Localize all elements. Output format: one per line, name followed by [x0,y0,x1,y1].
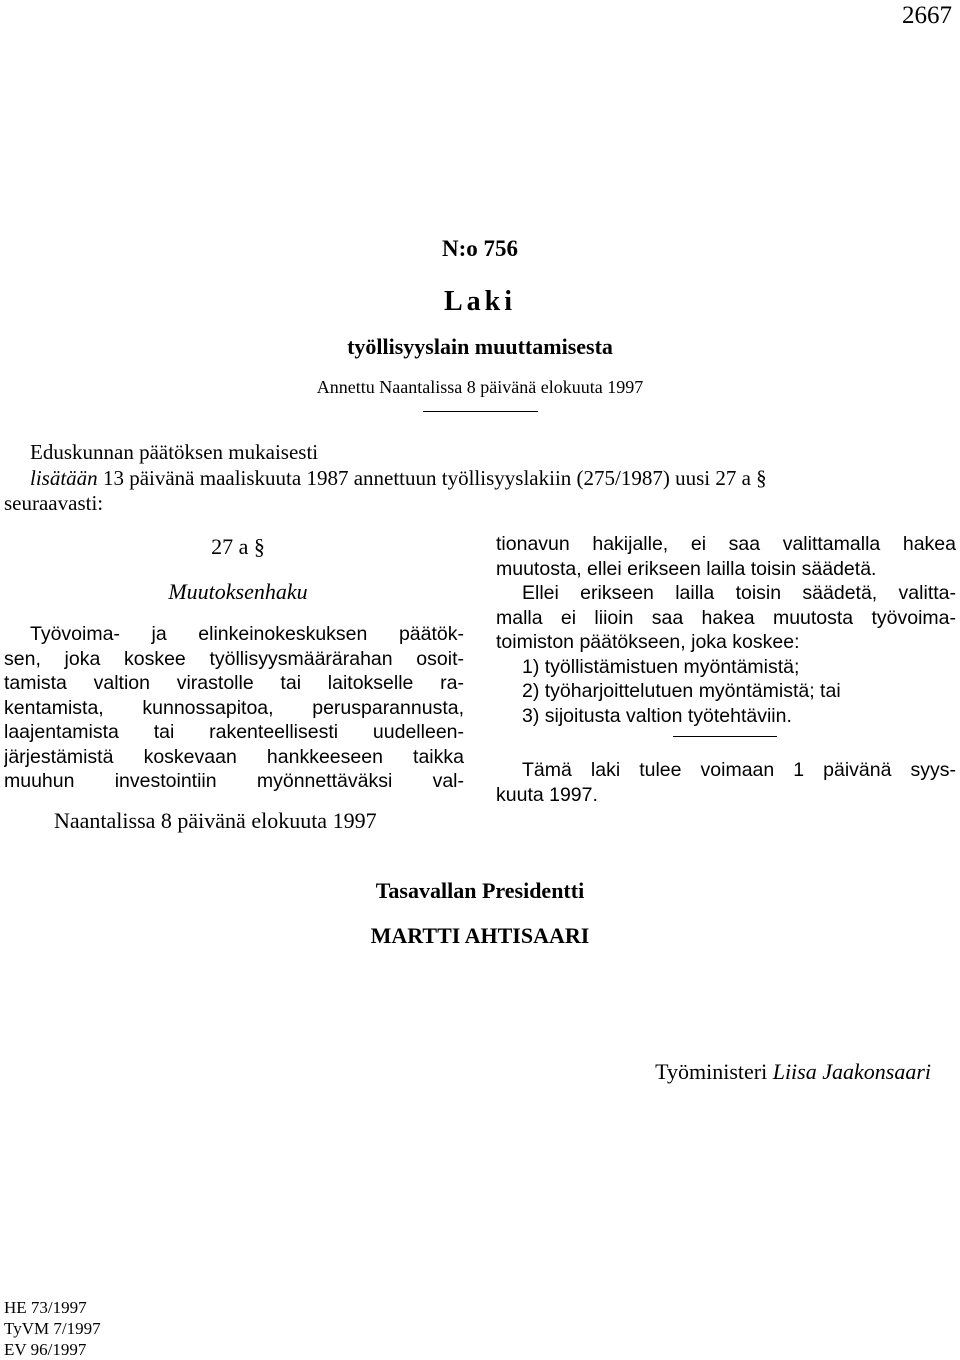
document-number: N:o 756 [441,236,519,261]
list-item-2: 2) työharjoittelutuen myöntämistä; tai [522,680,841,702]
minister-signature [655,1059,931,1085]
right-p2-line-1: Ellei erikseen lailla toisin säädetä, valitta- [522,582,956,604]
right-column-spacer [496,728,956,758]
list-item-1: 1) työllistämistuen myöntämistä; [522,655,800,678]
minister-title: Työministeri [655,1059,768,1084]
right-p2-line-3: toimiston päätökseen, joka koskee: [496,631,800,653]
left-line-7: muuhun investointiin myönnettäväksi val- [4,770,464,792]
intro-verb: lisätään [30,466,98,490]
reference-item: EV 96/1997 [4,1340,87,1359]
reference-item: HE 73/1997 [4,1298,87,1317]
right-p3-line-2: kuuta 1997. [496,783,598,806]
given-date-line: Annettu Naantalissa 8 päivänä elokuuta 1997 [316,377,644,397]
section-number: 27 a § [211,534,265,559]
intro-line-2 [30,466,767,491]
left-line-4: kentamista, kunnossapitoa, perusparannusta, [4,696,464,719]
intro-line-1: Eduskunnan päätöksen mukaisesti [30,440,319,464]
minister-name: Liisa Jaakonsaari [772,1059,931,1084]
list-item-3: 3) sijoitusta valtion työtehtäviin. [522,704,792,727]
left-line-2: sen, joka koskee työllisyysmäärärahan osoit- [4,647,464,670]
references [4,1297,101,1360]
president-name: MARTTI AHTISAARI [370,923,590,948]
page-number: 2667 [902,2,952,29]
left-column-text [4,622,464,794]
left-line-3: tamista valtion virastolle tai laitokselle ra- [4,672,464,694]
intro-line-3: seuraavasti: [4,491,104,515]
left-line-1: Työvoima- ja elinkeinokeskuksen päätök- [30,623,464,645]
right-p1-line-2: muutosta, ellei erikseen lailla toisin säädetä. [496,557,877,580]
reference-item: TyVM 7/1997 [4,1319,101,1338]
right-p1-line-1: tionavun hakijalle, ei saa valittamalla hakea [496,533,956,555]
intro-line-2-text: 13 päivänä maaliskuuta 1987 annettuun työllisyyslakiin (275/1987) uusi 27 a § [97,466,767,490]
left-line-5: laajentamista tai rakenteellisesti uudelleen- [4,721,464,743]
section-title: Muutoksenhaku [168,579,308,604]
right-column-text [496,532,956,807]
right-p3-line-1: Tämä laki tulee voimaan 1 päivänä syys- [522,759,956,781]
left-line-6: järjestämistä koskevaan hankkeeseen taikka [4,745,464,768]
law-title: työllisyyslain muuttamisesta [347,334,613,359]
right-p2-line-2: malla ei liioin saa hakea muutosta työvoima- [496,606,956,629]
law-heading: Laki [443,286,517,317]
header-divider [423,411,538,412]
place-date: Naantalissa 8 päivänä elokuuta 1997 [54,808,377,833]
body-divider [673,736,777,737]
presidency-title: Tasavallan Presidentti [375,878,585,903]
